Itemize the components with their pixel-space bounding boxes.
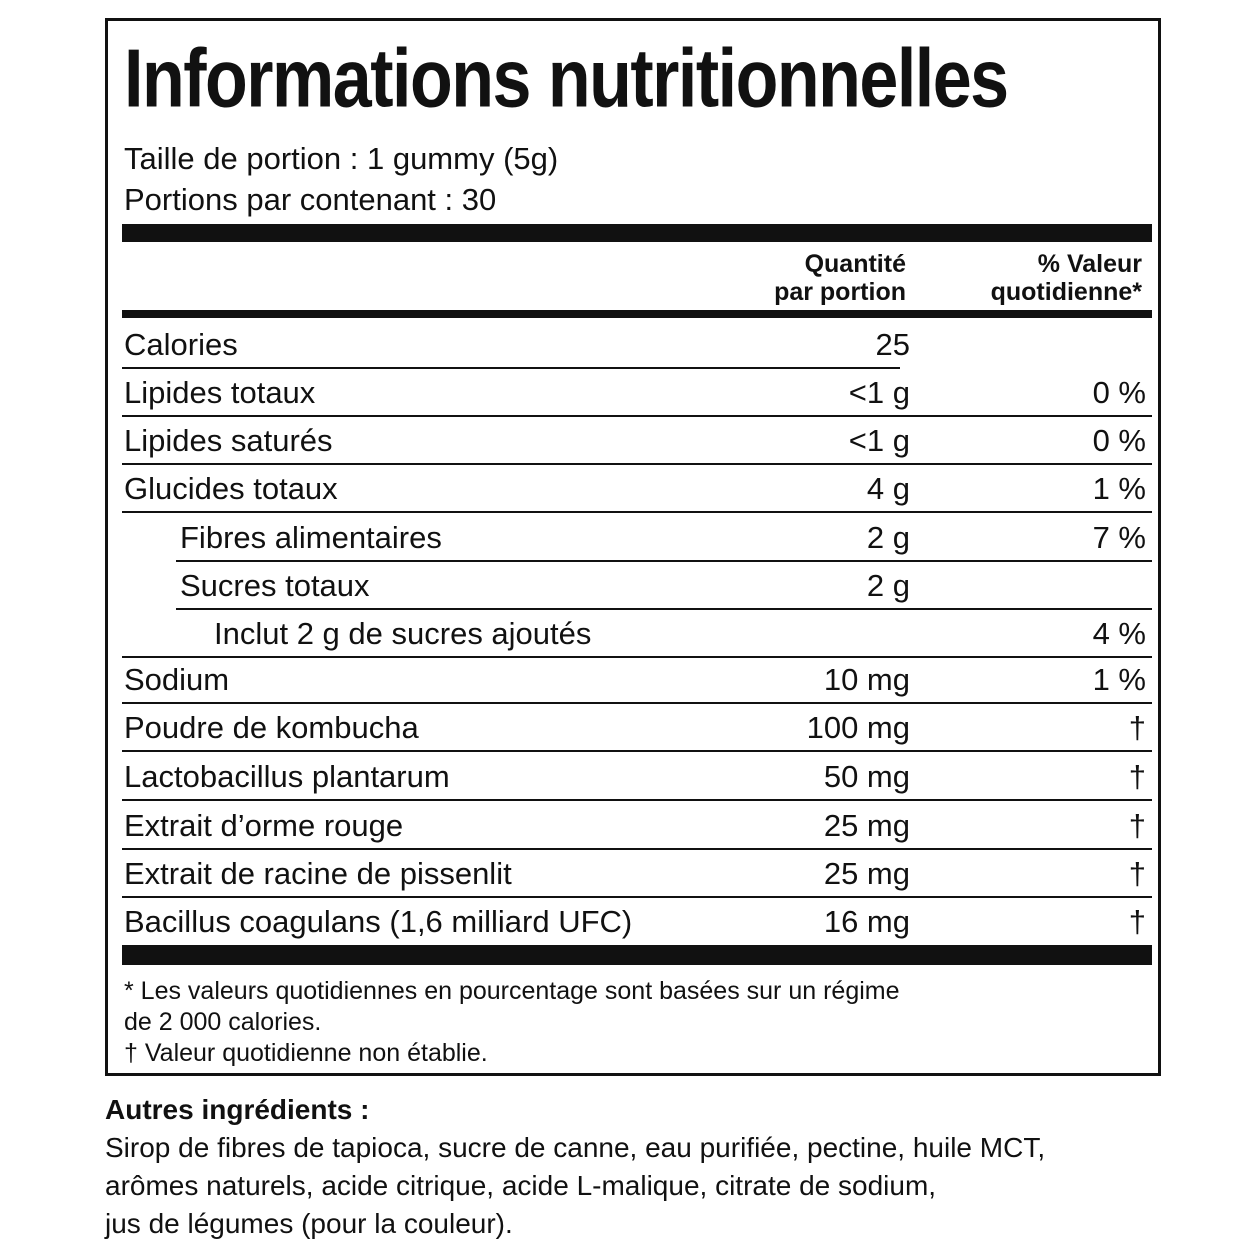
nutrient-daily-value: †	[1128, 856, 1146, 891]
nutrient-row-dandelion	[122, 850, 1152, 898]
nutrient-label: Extrait d’orme rouge	[124, 808, 404, 843]
nutrient-row-total-fat	[122, 369, 1152, 417]
row-divider	[122, 511, 1152, 513]
nutrient-label: Sucres totaux	[180, 568, 370, 603]
nutrient-daily-value: 7 %	[1092, 520, 1146, 555]
nutrient-amount: 16 mg	[823, 904, 910, 939]
nutrient-daily-value: 4 %	[1092, 616, 1146, 651]
amount-header-line2: par portion	[774, 278, 906, 306]
nutrient-label: Bacillus coagulans (1,6 milliard UFC)	[124, 904, 633, 939]
nutrient-amount: 4 g	[866, 471, 910, 506]
nutrient-row-bacillus	[122, 898, 1152, 946]
other-ingredients-line: jus de légumes (pour la couleur).	[105, 1208, 513, 1239]
nutrient-label: Lactobacillus plantarum	[124, 759, 450, 794]
thick-divider-top	[122, 224, 1152, 242]
nutrient-amount: 2 g	[866, 568, 910, 603]
nutrient-amount: 25	[875, 327, 910, 362]
nutrient-row-slippery-elm	[122, 802, 1152, 850]
nutrient-daily-value: 1 %	[1092, 662, 1146, 697]
nutrient-label: Inclut 2 g de sucres ajoutés	[214, 616, 592, 651]
nutrient-label: Lipides totaux	[124, 375, 316, 410]
nutrition-facts-panel	[105, 18, 1161, 1076]
medium-divider	[122, 310, 1152, 318]
nutrient-row-kombucha	[122, 704, 1152, 752]
nutrient-row-lactobacillus	[122, 753, 1152, 801]
nutrient-label: Sodium	[124, 662, 230, 697]
nutrient-row-sodium	[122, 656, 1152, 704]
footnote-calories: de 2 000 calories.	[124, 1008, 322, 1036]
dv-header-line1: % Valeur	[1037, 250, 1142, 278]
dv-header-line2: quotidienne*	[990, 278, 1142, 306]
nutrient-daily-value: †	[1128, 710, 1146, 745]
nutrient-amount: 2 g	[866, 520, 910, 555]
nutrient-label: Calories	[124, 327, 238, 362]
nutrient-label: Poudre de kombucha	[124, 710, 419, 745]
panel-title: Informations nutritionnelles	[124, 32, 1008, 125]
nutrient-label: Glucides totaux	[124, 471, 338, 506]
nutrient-label: Extrait de racine de pissenlit	[124, 856, 512, 891]
nutrient-amount: 25 mg	[823, 856, 910, 891]
nutrient-row-total-carbs	[122, 465, 1152, 513]
nutrient-daily-value: 0 %	[1092, 423, 1146, 458]
nutrient-row-calories	[122, 321, 1152, 369]
other-ingredients-line: Sirop de fibres de tapioca, sucre de canne, eau purifiée, pectine, huile MCT,	[105, 1132, 1046, 1163]
thick-divider-bottom	[122, 945, 1152, 965]
nutrient-amount: <1 g	[848, 423, 910, 458]
nutrient-daily-value: †	[1128, 904, 1146, 939]
row-divider	[122, 750, 1152, 752]
nutrient-row-fiber	[122, 514, 1152, 562]
nutrient-amount: 50 mg	[823, 759, 910, 794]
footnote-dagger: † Valeur quotidienne non établie.	[124, 1039, 488, 1067]
nutrient-row-added-sugars	[122, 610, 1152, 658]
nutrient-daily-value: †	[1128, 808, 1146, 843]
serving-size: Taille de portion : 1 gummy (5g)	[124, 141, 559, 176]
footnote-percent-daily-value: * Les valeurs quotidiennes en pourcentage sont basées sur un régime	[124, 977, 900, 1005]
nutrient-amount: 25 mg	[823, 808, 910, 843]
nutrient-daily-value: 1 %	[1092, 471, 1146, 506]
nutrient-row-total-sugars	[122, 562, 1152, 610]
nutrient-label: Fibres alimentaires	[180, 520, 442, 555]
nutrient-amount: <1 g	[848, 375, 910, 410]
daily-value-column-header	[991, 250, 1142, 306]
nutrient-row-saturated-fat	[122, 417, 1152, 465]
nutrient-daily-value: †	[1128, 759, 1146, 794]
nutrient-amount: 100 mg	[806, 710, 910, 745]
servings-per-container: Portions par contenant : 30	[124, 182, 497, 217]
other-ingredients-line: arômes naturels, acide citrique, acide L-malique, citrate de sodium,	[105, 1170, 937, 1201]
nutrient-label: Lipides saturés	[124, 423, 333, 458]
amount-column-header	[774, 250, 906, 306]
amount-header-line1: Quantité	[804, 250, 906, 278]
other-ingredients-heading: Autres ingrédients :	[105, 1094, 370, 1125]
row-divider	[122, 799, 1152, 801]
nutrient-amount: 10 mg	[823, 662, 910, 697]
nutrient-daily-value: 0 %	[1092, 375, 1146, 410]
